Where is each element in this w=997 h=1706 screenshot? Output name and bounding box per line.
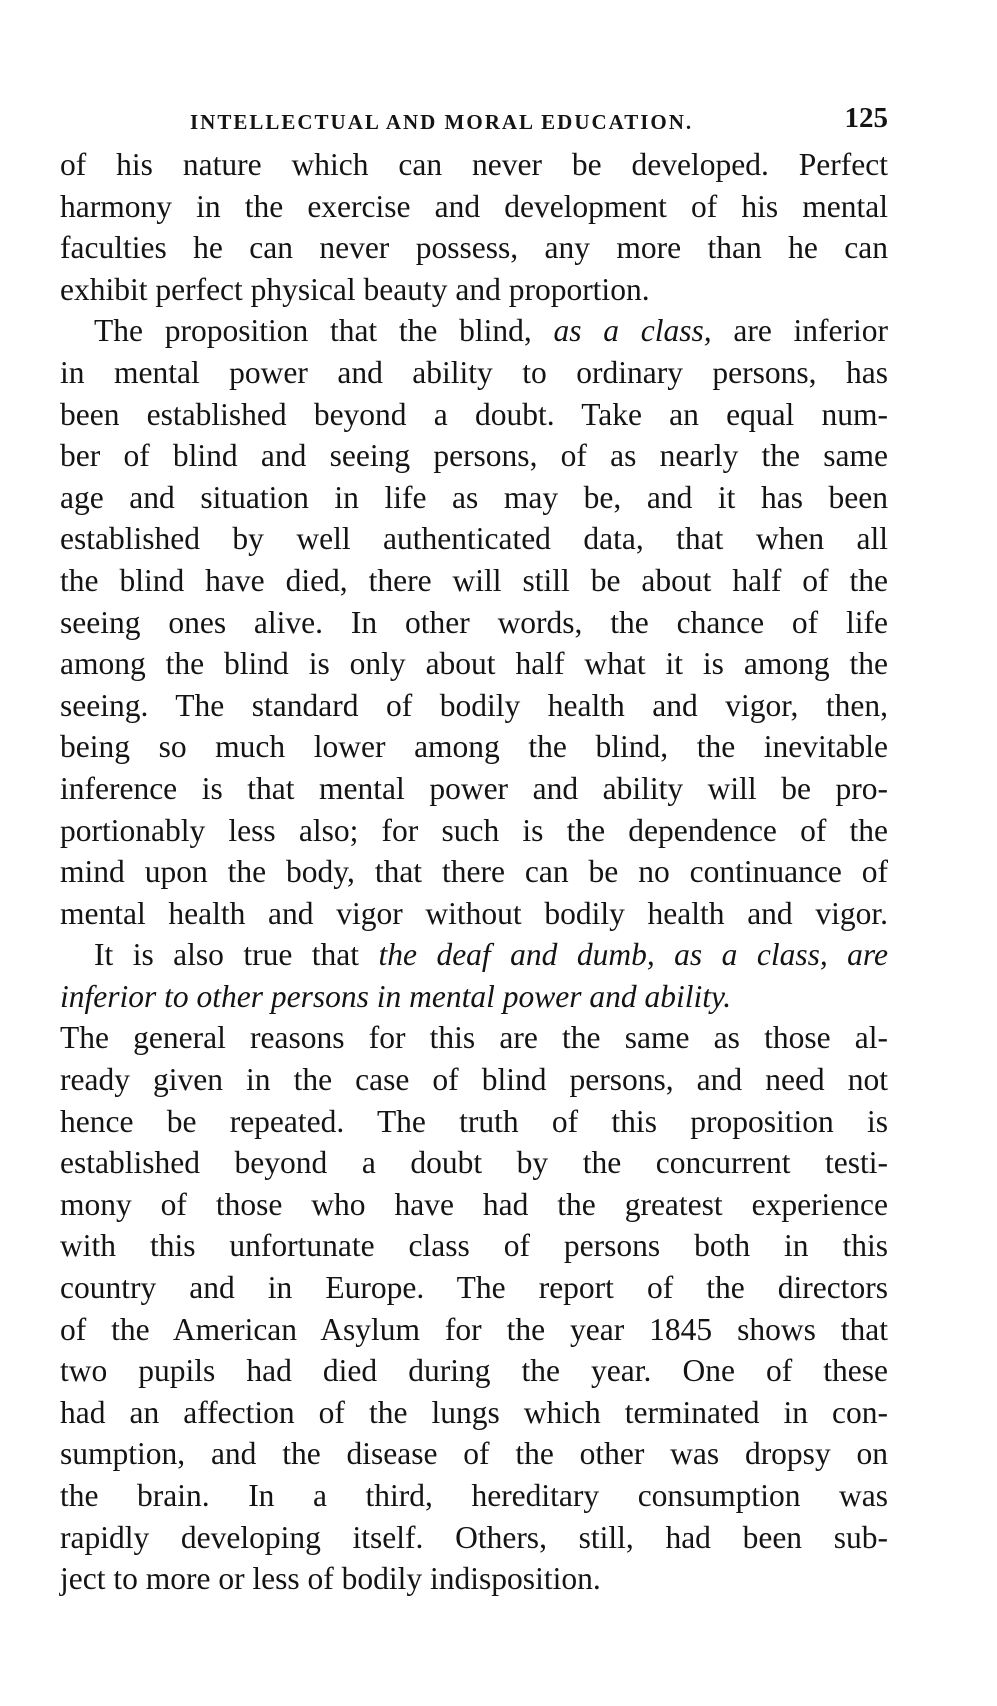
text-segment: with this unfortunate class of persons both in this xyxy=(60,1228,888,1264)
text-line xyxy=(60,1017,888,1059)
text-segment: rapidly developing itself. Others, still, had been sub- xyxy=(60,1519,888,1555)
text-segment: the brain. In a third, hereditary consumption was xyxy=(60,1478,888,1513)
text-line xyxy=(60,227,888,269)
text-line xyxy=(60,1267,888,1309)
text-segment: two pupils had died during the year. One of these xyxy=(60,1353,888,1389)
text-line xyxy=(60,518,888,560)
text-segment: mind upon the body, that there can be no continuance of xyxy=(60,854,888,890)
text-line xyxy=(60,352,888,394)
italic-text-segment: as a class, xyxy=(553,313,712,349)
text-segment: portionably less also; for such is the dependence of the xyxy=(60,812,888,848)
text-line xyxy=(60,435,888,477)
text-line xyxy=(60,477,888,519)
text-line xyxy=(60,1350,888,1392)
text-line xyxy=(60,602,888,644)
text-line xyxy=(60,810,888,852)
text-segment: The general reasons for this are the same as those al- xyxy=(60,1020,888,1056)
text-line xyxy=(60,1392,888,1434)
text-line xyxy=(60,269,888,311)
text-segment: hence be repeated. The truth of this proposition is xyxy=(60,1103,888,1139)
text-segment: inference is that mental power and ability will be pro- xyxy=(60,770,888,806)
text-line xyxy=(60,560,888,602)
text-segment: been established beyond a doubt. Take an equal num- xyxy=(60,396,888,432)
text-segment: exhibit perfect physical beauty and proportion. xyxy=(60,271,650,307)
text-segment: of his nature which can never be developed. Perfect xyxy=(60,147,888,182)
text-segment: seeing. The standard of bodily health and vigor, then, xyxy=(60,687,888,723)
text-line xyxy=(60,851,888,893)
text-line xyxy=(60,1142,888,1184)
text-segment: had an affection of the lungs which terminated in con- xyxy=(60,1394,888,1430)
text-segment: harmony in the exercise and development of his mental xyxy=(60,188,888,224)
text-line xyxy=(60,934,888,976)
text-line xyxy=(60,893,888,935)
text-segment: among the blind is only about half what it is among the xyxy=(60,646,888,682)
text-line xyxy=(60,768,888,810)
running-head xyxy=(60,98,888,138)
text-segment: of the American Asylum for the year 1845 shows that xyxy=(60,1311,888,1347)
text-segment: mental health and vigor without bodily health and vigor. xyxy=(60,895,888,931)
text-segment: are inferior xyxy=(711,313,889,349)
text-line xyxy=(60,1184,888,1226)
text-line xyxy=(60,1517,888,1559)
text-segment: the blind have died, there will still be about half of the xyxy=(60,562,888,598)
text-segment: established beyond a doubt by the concurrent testi- xyxy=(60,1145,888,1181)
text-line xyxy=(60,1309,888,1351)
text-segment: age and situation in life as may be, and it has been xyxy=(60,479,888,515)
text-line xyxy=(60,643,888,685)
text-segment: country and in Europe. The report of the directors xyxy=(60,1270,888,1306)
text-line xyxy=(60,394,888,436)
text-line xyxy=(60,144,888,186)
text-segment: ready given in the case of blind persons, and need not xyxy=(60,1062,888,1098)
text-segment: The proposition that the blind, xyxy=(94,313,554,349)
text-line xyxy=(60,1101,888,1143)
text-line xyxy=(60,1225,888,1267)
italic-text-segment: inferior to other persons in mental power and ability. xyxy=(60,978,732,1014)
text-line xyxy=(60,1558,888,1600)
body-text xyxy=(60,144,888,1600)
text-segment: established by well authenticated data, that when all xyxy=(60,521,888,557)
text-segment: seeing ones alive. In other words, the chance of life xyxy=(60,604,888,640)
italic-text-segment: the deaf and dumb, as a class, are xyxy=(378,937,889,973)
book-page xyxy=(60,98,888,1600)
text-line xyxy=(60,726,888,768)
text-line xyxy=(60,976,888,1018)
text-line xyxy=(60,310,888,352)
text-segment: mony of those who have had the greatest experience xyxy=(60,1186,888,1222)
text-line xyxy=(60,1433,888,1475)
text-line xyxy=(60,186,888,228)
running-title: INTELLECTUAL AND MORAL EDUCATION. xyxy=(190,110,694,134)
page-number: 125 xyxy=(844,102,888,134)
text-segment: being so much lower among the blind, the inevitable xyxy=(60,729,888,765)
text-segment: faculties he can never possess, any more than he can xyxy=(60,230,888,266)
text-segment: ject to more or less of bodily indisposition. xyxy=(60,1561,601,1597)
text-segment: in mental power and ability to ordinary persons, has xyxy=(60,354,888,390)
text-segment: sumption, and the disease of the other was dropsy on xyxy=(60,1436,888,1472)
text-line xyxy=(60,685,888,727)
text-line xyxy=(60,1475,888,1517)
text-segment: ber of blind and seeing persons, of as nearly the same xyxy=(60,438,888,474)
text-line xyxy=(60,1059,888,1101)
text-segment: It is also true that xyxy=(94,937,379,973)
